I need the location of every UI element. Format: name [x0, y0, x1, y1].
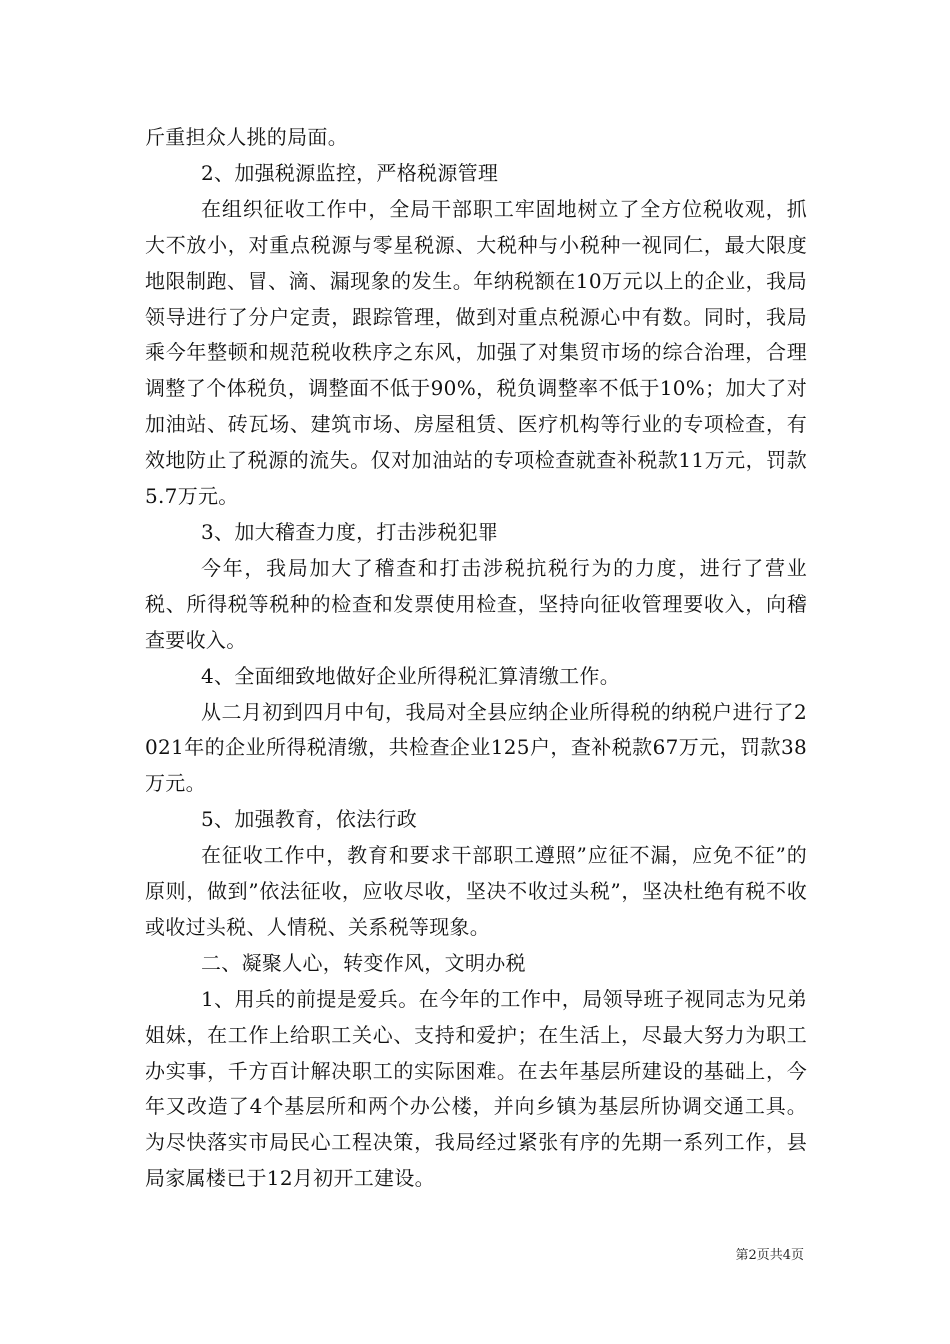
document-body: [145, 120, 807, 1197]
section-heading-tax-source: 2、加强税源监控，严格税源管理: [201, 160, 499, 185]
section-heading-income-tax: 4、全面细致地做好企业所得税汇算清缴工作。: [201, 663, 621, 688]
chapter-heading-cohesion: 二、凝聚人心，转变作风，文明办税: [201, 950, 526, 975]
paragraph-inspection: 今年，我局加大了稽查和打击涉税抗税行为的力度，进行了营业税、所得税等税种的检查和发票使用检查，坚持向征收管理要收入，向稽查要收入。: [145, 555, 807, 652]
section-heading-education: 5、加强教育，依法行政: [201, 807, 418, 832]
section-heading-inspection: 3、加大稽查力度，打击涉税犯罪: [201, 519, 499, 544]
paragraph-income-tax: 从二月初到四月中旬，我局对全县应纳企业所得税的纳税户进行了2021年的企业所得税清缴，共检查企业125户，查补税款67万元，罚款38万元。: [145, 699, 807, 796]
paragraph-cohesion: 1、用兵的前提是爱兵。在今年的工作中，局领导班子视同志为兄弟姐妹，在工作上给职工关心、支持和爱护；在生活上，尽最大努力为职工办实事，千方百计解决职工的实际困难。在去年基层所建设的基础上，今年又改造了4个基层所和两个办公楼，并向乡镇为基层所协调交通工具。为尽快落实市局民心工程决策，我局经过紧张有序的先期一系列工作，县局家属楼已于12月初开工建设。: [145, 986, 807, 1191]
paragraph-continuation: 斤重担众人挑的局面。: [145, 125, 348, 149]
paragraph-tax-source: 在组织征收工作中，全局干部职工牢固地树立了全方位税收观，抓大不放小，对重点税源与零星税源、大税种与小税种一视同仁，最大限度地限制跑、冒、滴、漏现象的发生。年纳税额在10万元以上的企业，我局领导进行了分户定责，跟踪管理，做到对重点税源心中有数。同时，我局乘今年整顿和规范税收秩序之东风，加强了对集贸市场的综合治理，合理调整了个体税负，调整面不低于90%，税负调整率不低于10%；加大了对加油站、砖瓦场、建筑市场、房屋租赁、医疗机构等行业的专项检查，有效地防止了税源的流失。仅对加油站的专项检查就查补税款11万元，罚款5.7万元。: [145, 196, 807, 509]
page-number-footer: 第2页共4页: [735, 1248, 804, 1263]
paragraph-education: 在征收工作中，教育和要求干部职工遵照”应征不漏，应免不征”的原则，做到”依法征收，应收尽收，坚决不收过头税”，坚决杜绝有税不收或收过头税、人情税、关系税等现象。: [145, 843, 807, 939]
